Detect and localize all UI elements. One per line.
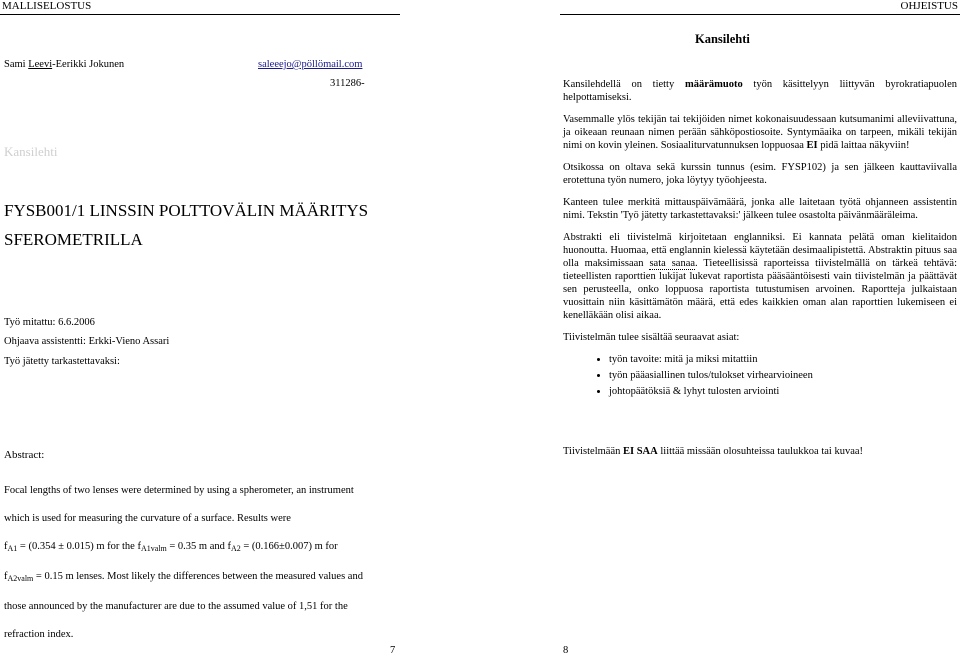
authors: Sami Leevi-Eerikki Jokunen	[4, 59, 125, 70]
abstract-line: those announced by the manufacturer are due to the assumed value of 1,51 for the	[4, 601, 348, 612]
paragraph-date: Kanteen tulee merkitä mittauspäivämäärä, jonka alle laitetaan työtä ohjanneen assistentin nimi. Tekstin 'Työ jätetty tarkastettavaksi:' jälkeen tulee osastolta päivänmääräleima.	[563, 197, 957, 221]
list-item: • johtopäätöksiä & lyhyt tulosten arviointi	[609, 385, 957, 398]
abstract-line: Focal lengths of two lenses were determined by using a spherometer, an instrument	[4, 485, 354, 496]
email-link[interactable]: saleeejo@pöllömail.com	[258, 59, 363, 70]
no-tables-note: Tiivistelmään EI SAA liittää missään olosuhteissa taulukkoa tai kuvaa!	[563, 446, 864, 457]
paragraph-abstract: Abstrakti eli tiivistelmä kirjoitetaan englanniksi. Ei kannata pelätä oman kielitaidon huonoutta. Huomaa, että englannin kielessä käytetään desimaalipistettä. Abstraktin pituus saa olla maksimissaan sata sanaa. Tieteellisissä raporteissa tiivistelmällä on tärkeä tehtävä: tieteellisten raporttien lukijat lukevat raportista pääsääntöisesti vain tiivistelmän ja päättävät sen perusteella, onko loppuosa raportista tutustumisen arvoinen. Raportteja julkaistaan vuosittain niin käsittämätön määrä, että edes kaikkien oman alan raporttien lukemiseen ei kenelläkään olisi aikaa.	[563, 232, 957, 321]
paragraph-title: Otsikossa on oltava sekä kurssin tunnus (esim. FYSP102) ja sen jälkeen kauttaviivalla erotettuna työn numero, joka löytyy työohjeesta.	[563, 162, 957, 186]
abstract-text	[4, 477, 397, 649]
abstract-label: Abstract:	[4, 449, 45, 461]
header-right: OHJEISTUS	[900, 0, 958, 12]
paragraph-authors: Vasemmalle ylös tekijän tai tekijöiden nimet kokonaisuudessaan kutsumanimi alleviivattuna, ja oikeaan reunaan nimen perään sähköpostiosoite. Syntymäaika on tarpeen, mikäli tekijän nimi on kovin yleinen. Sosiaaliturvatunnuksen loppuosaa EI pidä laittaa näkyviin!	[563, 114, 957, 151]
paragraph-format: Kansilehdellä on tietty määrämuoto työn käsittelyyn liittyvän byrokratiapuolen helpottamiseksi.	[563, 79, 958, 103]
abstract-line: which is used for measuring the curvature of a surface. Results were	[4, 513, 291, 524]
contents-list	[563, 353, 957, 398]
page-number-left: 7	[390, 645, 396, 656]
instructions-title: Kansilehti	[695, 32, 750, 46]
list-item: • työn pääasiallinen tulos/tulokset virhearvioineen	[609, 369, 957, 382]
abstract-line: refraction index.	[4, 629, 74, 640]
report-title-line2: SFEROMETRILLA	[4, 230, 143, 249]
header-divider-right	[560, 14, 960, 15]
abstract-equation: $f_{A2valm} = 0.15$ m lenses. Most likely the differences between the measured values and	[4, 571, 363, 583]
student-number: 311286-	[330, 78, 365, 89]
paragraph-contents: Tiivistelmän tulee sisältää seuraavat asiat:	[563, 332, 740, 343]
header-left: MALLISELOSTUS	[2, 0, 92, 12]
abstract-equation: $f_{A1} = (0.354 \pm 0.015)$ m for the $f_{A1valm} = 0.35$ m and $f_{A2} = (0.166\pm 0.007)$ m for	[4, 541, 338, 553]
report-title-line1: FYSB001/1 LINSSIN POLTTOVÄLIN MÄÄRITYS	[4, 201, 369, 220]
submitted-label: Työ jätetty tarkastettavaksi:	[4, 356, 120, 367]
page-number-right: 8	[563, 645, 569, 656]
list-item: • työn tavoite: mitä ja miksi mitattiin	[609, 353, 957, 366]
cover-label: Kansilehti	[4, 144, 58, 159]
header-divider-left	[0, 14, 400, 15]
instructions-body	[563, 78, 957, 401]
author-callname: Leevi	[28, 59, 53, 70]
measured-date: Työ mitattu: 6.6.2006	[4, 317, 95, 328]
supervisor: Ohjaava assistentti: Erkki-Vieno Assari	[4, 336, 170, 347]
